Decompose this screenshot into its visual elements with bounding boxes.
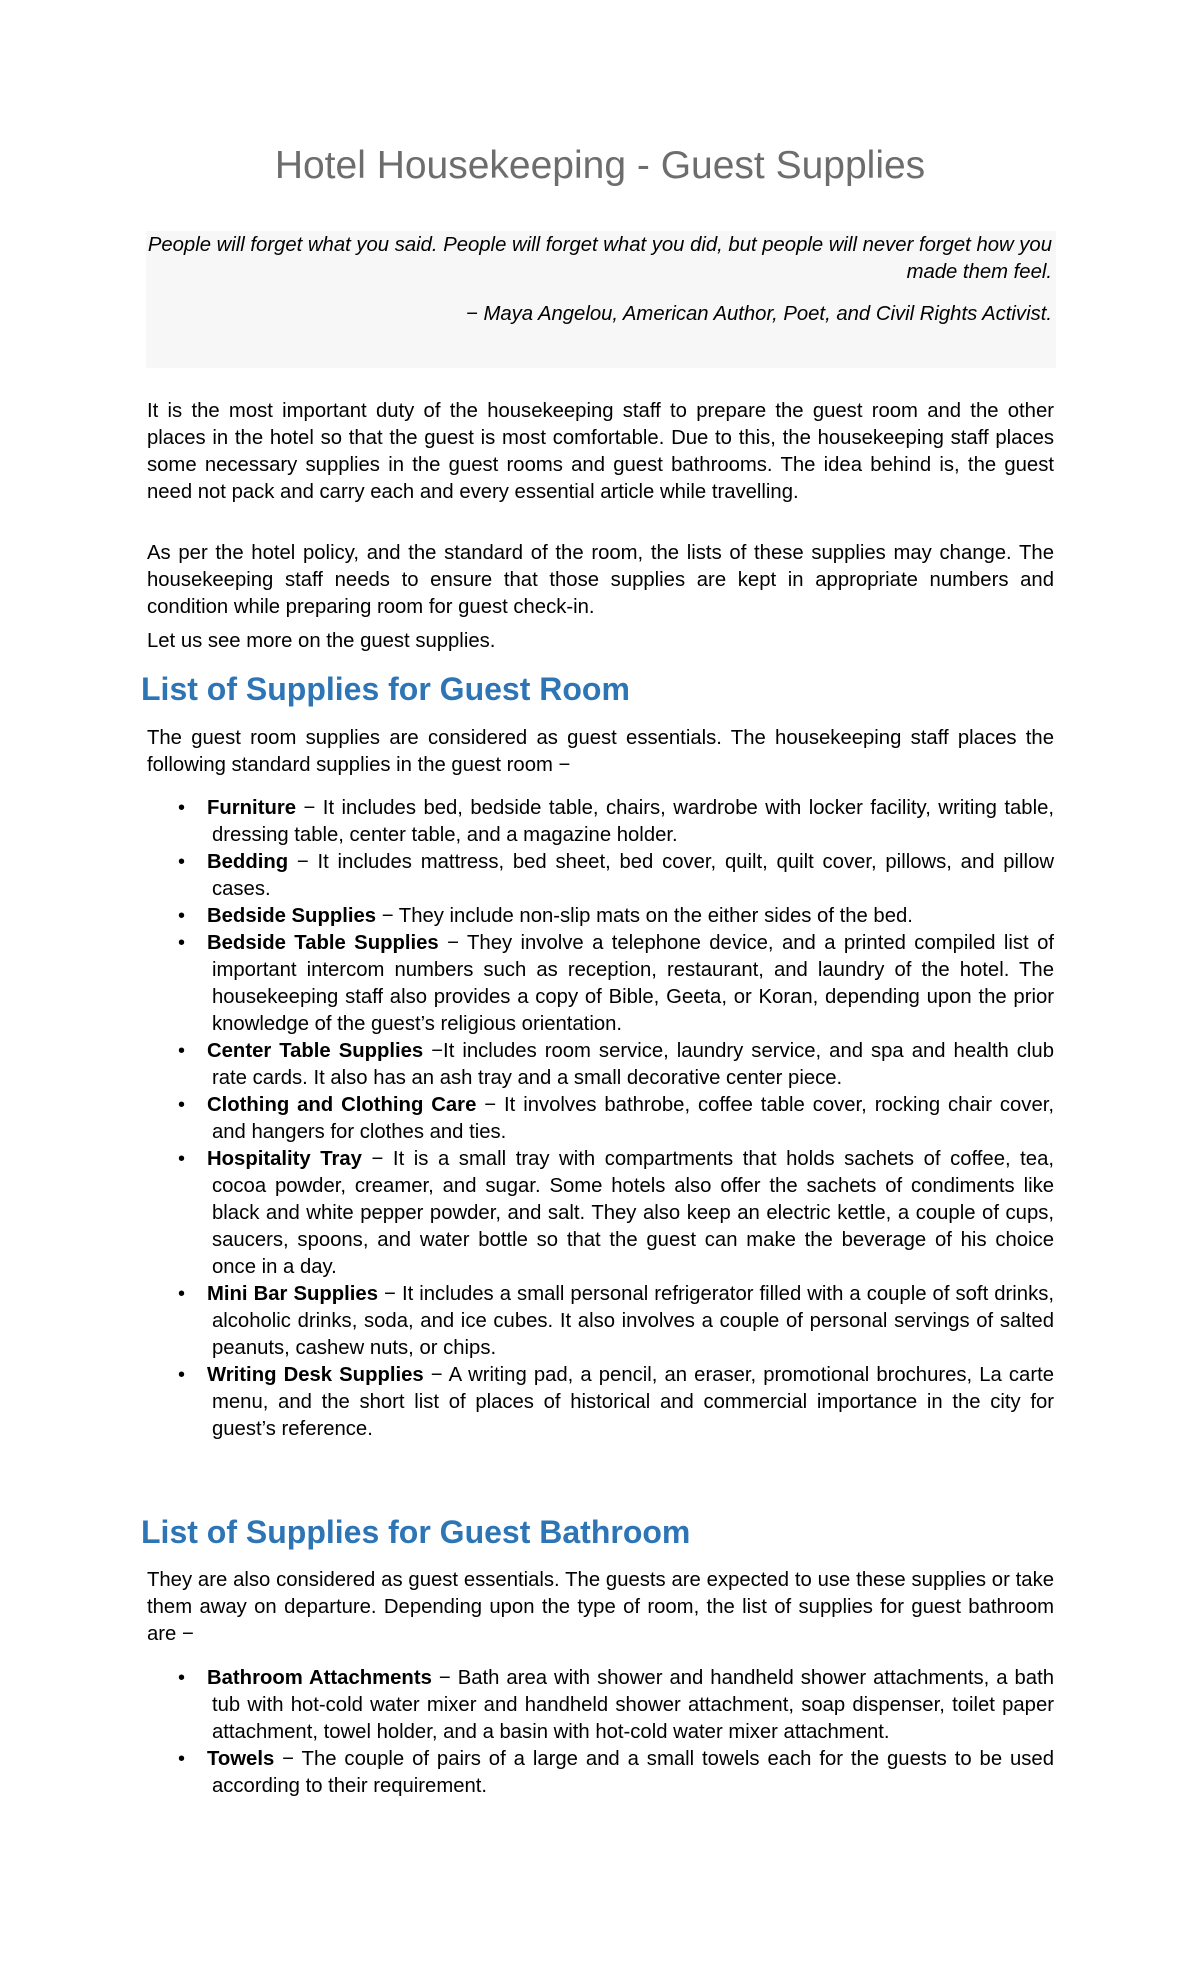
bullet-icon: •: [178, 1040, 186, 1062]
item-description: − It involves bathrobe, coffee table cover, rocking chair cover, and hangers for clothes and ties.: [212, 1094, 1054, 1143]
page-title: Hotel Housekeeping - Guest Supplies: [274, 144, 926, 187]
quote-author: − Maya Angelou, American Author, Poet, and Civil Rights Activist.: [466, 303, 1052, 325]
list-item: [170, 1038, 1054, 1092]
quote-text: People will forget what you said. People will forget what you did, but people will never forget how you made them feel.: [147, 234, 1052, 283]
item-term: Bathroom Attachments: [207, 1667, 432, 1689]
bullet-icon: •: [178, 1748, 186, 1770]
item-term: Bedside Supplies: [207, 905, 377, 927]
list-item: [170, 903, 1054, 930]
bullet-icon: •: [178, 1094, 186, 1116]
item-term: Mini Bar Supplies: [207, 1283, 378, 1305]
bullet-icon: •: [178, 851, 186, 873]
bathroom-intro: [147, 1567, 1054, 1648]
item-description: − It is a small tray with compartments that holds sachets of coffee, tea, cocoa powder, creamer, and sugar. Some hotels also offer the sachets of condiments like black and white pepper powder, and salt. They also keep an electric kettle, a couple of cups, saucers, spoons, and water bottle so that the guest can make the beverage of his choice once in a day.: [212, 1148, 1055, 1278]
paragraph-text: Let us see more on the guest supplies.: [147, 630, 496, 652]
list-item: [170, 849, 1054, 903]
list-item: [170, 1746, 1054, 1800]
list-item: [170, 1146, 1054, 1281]
item-description: − The couple of pairs of a large and a small towels each for the guests to be used according to their requirement.: [212, 1748, 1054, 1797]
intro-paragraph-3: [147, 628, 1054, 655]
paragraph-text: It is the most important duty of the housekeeping staff to prepare the guest room and the other places in the hotel so that the guest is most comfortable. Due to this, the housekeeping staff places some necessary supplies in the guest rooms and guest bathrooms. The idea behind is, the guest need not pack and carry each and every essential article while travelling.: [147, 400, 1054, 503]
item-term: Bedding: [207, 851, 289, 873]
bullet-icon: •: [178, 1667, 186, 1689]
paragraph-text: The guest room supplies are considered as guest essentials. The housekeeping staff places the following standard supplies in the guest room −: [147, 727, 1054, 776]
bullet-icon: •: [178, 1148, 186, 1170]
item-term: Writing Desk Supplies: [207, 1364, 424, 1386]
list-item: [170, 930, 1054, 1038]
item-description: − They involve a telephone device, and a printed compiled list of important intercom numbers such as reception, restaurant, and laundry of the hotel. The housekeeping staff also provides a copy of Bible, Geeta, or Koran, depending upon the prior knowledge of the guest’s religious orientation.: [212, 932, 1055, 1035]
bullet-icon: •: [178, 932, 186, 954]
paragraph-text: As per the hotel policy, and the standard of the room, the lists of these supplies may change. The housekeeping staff needs to ensure that those supplies are kept in appropriate numbers and condition while preparing room for guest check-in.: [147, 542, 1054, 618]
item-description: − It includes a small personal refrigerator filled with a couple of soft drinks, alcoholic drinks, soda, and ice cubes. It also involves a couple of personal servings of salted peanuts, cashew nuts, or chips.: [212, 1283, 1054, 1359]
item-description: − It includes bed, bedside table, chairs, wardrobe with locker facility, writing table, dressing table, center table, and a magazine holder.: [212, 797, 1054, 846]
item-term: Hospitality Tray: [207, 1148, 362, 1170]
intro-paragraph-1: [147, 398, 1054, 506]
room-section-heading: List of Supplies for Guest Room: [141, 671, 630, 707]
bullet-icon: •: [178, 1364, 186, 1386]
item-term: Furniture: [207, 797, 297, 819]
quote-block: [146, 231, 1056, 368]
item-description: − A writing pad, a pencil, an eraser, promotional brochures, La carte menu, and the short list of places of historical and commercial importance in the city for guest’s reference.: [212, 1364, 1055, 1440]
bullet-icon: •: [178, 797, 186, 819]
item-term: Clothing and Clothing Care: [207, 1094, 477, 1116]
list-item: [170, 795, 1054, 849]
paragraph-text: They are also considered as guest essentials. The guests are expected to use these supplies or take them away on departure. Depending upon the type of room, the list of supplies for guest bathroom are −: [147, 1569, 1054, 1645]
list-item: [170, 1362, 1054, 1443]
item-description: − It includes mattress, bed sheet, bed cover, quilt, quilt cover, pillows, and pillow cases.: [212, 851, 1054, 900]
item-description: − They include non-slip mats on the either sides of the bed.: [376, 905, 913, 927]
item-term: Bedside Table Supplies: [207, 932, 439, 954]
bathroom-supplies-list: [170, 1665, 1054, 1800]
room-intro: [147, 725, 1054, 779]
list-item: [170, 1281, 1054, 1362]
item-description: − Bath area with shower and handheld shower attachments, a bath tub with hot-cold water mixer and handheld shower attachment, soap dispenser, toilet paper attachment, towel holder, and a basin with hot-cold water mixer attachment.: [212, 1667, 1054, 1743]
item-description: −It includes room service, laundry service, and spa and health club rate cards. It also has an ash tray and a small decorative center piece.: [212, 1040, 1054, 1089]
bullet-icon: •: [178, 1283, 186, 1305]
list-item: [170, 1092, 1054, 1146]
bullet-icon: •: [178, 905, 186, 927]
bathroom-section-heading: List of Supplies for Guest Bathroom: [141, 1514, 691, 1550]
intro-paragraph-2: [147, 540, 1054, 621]
item-term: Towels: [207, 1748, 275, 1770]
list-item: [170, 1665, 1054, 1746]
room-supplies-list: [170, 795, 1054, 1443]
item-term: Center Table Supplies: [207, 1040, 424, 1062]
